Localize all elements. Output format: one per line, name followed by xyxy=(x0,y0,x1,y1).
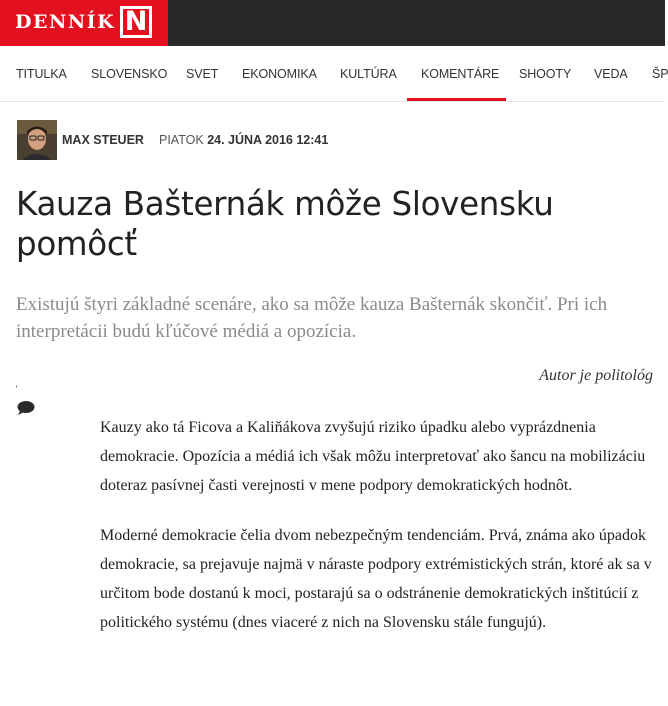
top-bar xyxy=(0,0,665,46)
logo-text: DENNÍK xyxy=(15,11,116,33)
author-name[interactable]: MAX STEUER xyxy=(62,133,144,147)
nav-item-ekonomika[interactable]: EKONOMIKA xyxy=(242,67,317,81)
nav-item-sport[interactable]: ŠP xyxy=(652,67,668,81)
nav-item-komentare[interactable]: KOMENTÁRE xyxy=(421,67,500,81)
publish-day: PIATOK xyxy=(159,133,204,147)
nav-item-svet[interactable]: SVET xyxy=(186,67,219,81)
site-logo[interactable] xyxy=(0,0,168,46)
comment-icon[interactable] xyxy=(17,400,35,421)
nav-item-shooty[interactable]: SHOOTY xyxy=(519,67,572,81)
article-title: Kauza Bašternák môže Slovensku pomôcť xyxy=(16,185,554,263)
body-paragraph: Moderné demokracie čelia dvom nebezpečným tendenciám. Prvá, známa ako úpadok demokracie, sa prejavuje najmä v náraste podpory extrémistických strán, ktoré ak sa v určitom bode dostanú k moci, postarajú sa o odstránenie demokratických inštitúcií z politického systému (dnes viaceré z nich na Slovensku stále fungujú). xyxy=(100,527,652,631)
nav-item-kultura[interactable]: KULTÚRA xyxy=(340,67,397,81)
author-byline: Autor je politológ xyxy=(539,367,653,384)
active-tab-indicator xyxy=(407,98,506,101)
publish-datetime: 24. JÚNA 2016 12:41 xyxy=(207,133,329,147)
logo-mark-icon: N xyxy=(120,6,152,38)
nav-item-veda[interactable]: VEDA xyxy=(594,67,628,81)
body-paragraph: Kauzy ako tá Ficova a Kaliňákova zvyšujú riziko úpadku alebo vyprázdnenia demokracie. Opozícia a médiá ich však môžu interpretovať ako šancu na mobilizáciu doteraz pasívnej časti verejnosti v mene podpory demokratických hodnôt. xyxy=(100,419,646,494)
author-avatar[interactable] xyxy=(17,120,57,160)
article-perex: Existujú štyri základné scenáre, ako sa môže kauza Bašternák skončiť. Pri ich interpretácii budú kľúčové médiá a opozícia. xyxy=(16,294,608,342)
main-nav xyxy=(0,46,668,102)
avatar-image xyxy=(17,120,57,160)
nav-item-titulka[interactable]: TITULKA xyxy=(16,67,67,81)
article-body xyxy=(100,413,660,658)
publish-date xyxy=(159,133,328,147)
nav-item-slovensko[interactable]: SLOVENSKO xyxy=(91,67,168,81)
separator-mark xyxy=(16,385,17,388)
